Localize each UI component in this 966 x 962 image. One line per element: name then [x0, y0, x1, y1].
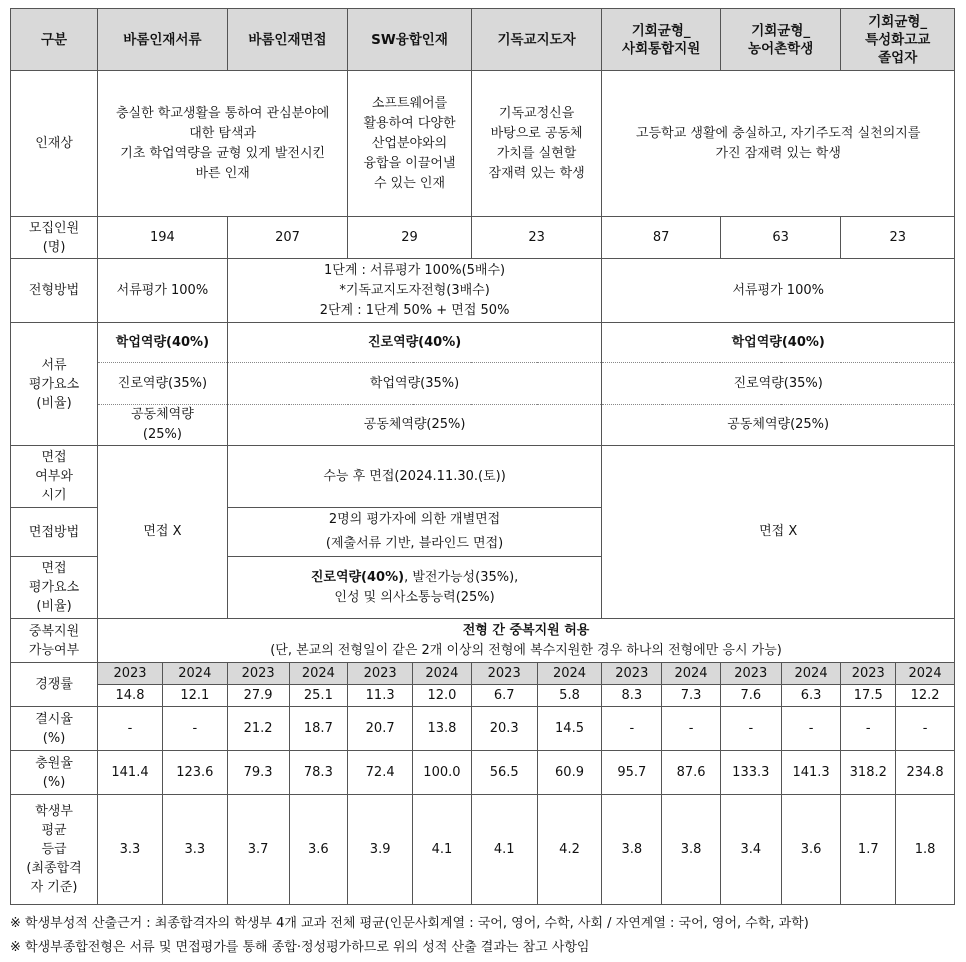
grade-value: 3.4 — [720, 795, 781, 905]
year-cell: 2024 — [662, 663, 721, 685]
interview-none-doc: 면접 X — [98, 446, 228, 619]
competition-value: 11.3 — [348, 685, 413, 707]
fill-value: 141.4 — [98, 751, 163, 795]
recruit-label: 모집인원 (명) — [11, 217, 98, 259]
ideal-opportunity: 고등학교 생활에 충실하고, 자기주도적 실천의지를 가진 잠재력 있는 학생 — [602, 71, 955, 217]
year-cell: 2024 — [781, 663, 841, 685]
absence-value: 21.2 — [227, 707, 289, 751]
absence-value: 20.7 — [348, 707, 413, 751]
competition-value: 12.1 — [162, 685, 227, 707]
grade-value: 3.8 — [602, 795, 662, 905]
absence-row — [11, 707, 955, 751]
method-label: 전형방법 — [11, 259, 98, 323]
ideal-sw: 소프트웨어를 활용하여 다양한 산업분야와의 융합을 이끌어낼 수 있는 인재 — [348, 71, 472, 217]
year-cell: 2023 — [720, 663, 781, 685]
header-row — [11, 9, 955, 71]
doc-eval-mid-r3: 공동체역량(25%) — [227, 405, 602, 446]
fill-label: 충원율 (%) — [11, 751, 98, 795]
interview-none-opp: 면접 X — [602, 446, 955, 619]
grade-value: 3.8 — [662, 795, 721, 905]
grade-value: 1.7 — [841, 795, 896, 905]
fill-value: 234.8 — [896, 751, 955, 795]
header-category: 구분 — [11, 9, 98, 71]
doc-eval-opp-r1: 학업역량(40%) — [602, 323, 955, 363]
year-cell: 2023 — [602, 663, 662, 685]
absence-value: - — [98, 707, 163, 751]
fill-value: 318.2 — [841, 751, 896, 795]
fill-value: 56.5 — [471, 751, 537, 795]
interview-method-value: 2명의 평가자에 의한 개별면접 (제출서류 기반, 블라인드 면접) — [227, 508, 602, 557]
competition-value: 25.1 — [289, 685, 348, 707]
doc-eval-mid-r1: 진로역량(40%) — [227, 323, 602, 363]
recruit-value: 207 — [227, 217, 348, 259]
year-cell: 2024 — [162, 663, 227, 685]
header-opp-vocational: 기회균형_ 특성화고교 졸업자 — [841, 9, 955, 71]
interview-eval-value: 진로역량(40%), 발전가능성(35%), 인성 및 의사소통능력(25%) — [227, 557, 602, 619]
interview-eval-label: 면접 평가요소 (비율) — [11, 557, 98, 619]
fill-value: 60.9 — [537, 751, 602, 795]
fill-value: 123.6 — [162, 751, 227, 795]
header-christian: 기독교지도자 — [471, 9, 602, 71]
header-barom-doc: 바롬인재서류 — [98, 9, 228, 71]
year-cell: 2023 — [98, 663, 163, 685]
ideal-row — [11, 71, 955, 217]
fill-value: 141.3 — [781, 751, 841, 795]
method-row — [11, 259, 955, 323]
header-opp-rural: 기회균형_ 농어촌학생 — [720, 9, 841, 71]
doc-eval-c1-r1: 학업역량(40%) — [98, 323, 228, 363]
grade-row — [11, 795, 955, 905]
competition-value: 7.3 — [662, 685, 721, 707]
absence-value: 20.3 — [471, 707, 537, 751]
method-opportunity: 서류평가 100% — [602, 259, 955, 323]
grade-value: 4.1 — [413, 795, 472, 905]
ideal-christian: 기독교정신을 바탕으로 공동체 가치를 실현할 잠재력 있는 학생 — [471, 71, 602, 217]
absence-value: 14.5 — [537, 707, 602, 751]
header-sw: SW융합인재 — [348, 9, 472, 71]
recruit-row — [11, 217, 955, 259]
year-cell: 2023 — [471, 663, 537, 685]
interview-method-label: 면접방법 — [11, 508, 98, 557]
grade-value: 3.6 — [289, 795, 348, 905]
competition-value: 14.8 — [98, 685, 163, 707]
recruit-value: 194 — [98, 217, 228, 259]
doc-eval-mid-r2: 학업역량(35%) — [227, 363, 602, 405]
competition-value: 7.6 — [720, 685, 781, 707]
year-cell: 2024 — [289, 663, 348, 685]
recruit-value: 63 — [720, 217, 841, 259]
fill-value: 79.3 — [227, 751, 289, 795]
absence-value: - — [162, 707, 227, 751]
doc-eval-row-3 — [11, 405, 955, 446]
absence-value: - — [781, 707, 841, 751]
interview-when-value: 수능 후 면접(2024.11.30.(토)) — [227, 446, 602, 508]
grade-value: 1.8 — [896, 795, 955, 905]
interview-when-label: 면접 여부와 시기 — [11, 446, 98, 508]
doc-eval-opp-r3: 공동체역량(25%) — [602, 405, 955, 446]
grade-value: 3.9 — [348, 795, 413, 905]
competition-row — [11, 685, 955, 707]
footnote-reference: ※ 학생부종합전형은 서류 및 면접평가를 통해 종합·정성평가하므로 위의 성적 산출 결과는 참고 사항임 — [10, 940, 590, 955]
grade-value: 3.3 — [162, 795, 227, 905]
competition-value: 5.8 — [537, 685, 602, 707]
recruit-value: 23 — [471, 217, 602, 259]
fill-row — [11, 751, 955, 795]
grade-label: 학생부 평균 등급 (최종합격 자 기준) — [11, 795, 98, 905]
footnotes — [10, 912, 809, 960]
absence-value: - — [662, 707, 721, 751]
grade-value: 3.7 — [227, 795, 289, 905]
dup-row — [11, 619, 955, 663]
doc-eval-c1-r2: 진로역량(35%) — [98, 363, 228, 405]
absence-label: 결시율 (%) — [11, 707, 98, 751]
absence-value: 13.8 — [413, 707, 472, 751]
competition-value: 27.9 — [227, 685, 289, 707]
dup-value: 전형 간 중복지원 허용 (단, 본교의 전형일이 같은 2개 이상의 전형에 복수지원한 경우 하나의 전형에만 응시 가능) — [98, 619, 955, 663]
year-row — [11, 663, 955, 685]
absence-value: - — [896, 707, 955, 751]
absence-value: 18.7 — [289, 707, 348, 751]
absence-value: - — [720, 707, 781, 751]
year-cell: 2024 — [896, 663, 955, 685]
grade-value: 4.1 — [471, 795, 537, 905]
competition-label: 경쟁률 — [11, 663, 98, 707]
fill-value: 100.0 — [413, 751, 472, 795]
footnote-grade-basis: ※ 학생부성적 산출근거 : 최종합격자의 학생부 4개 교과 전체 평균(인문사회계열 : 국어, 영어, 수학, 사회 / 자연계열 : 국어, 영어, 수학, 과학) — [10, 916, 809, 931]
doc-eval-c1-r3: 공동체역량 (25%) — [98, 405, 228, 446]
year-cell: 2024 — [413, 663, 472, 685]
doc-eval-row-2 — [11, 363, 955, 405]
recruit-value: 23 — [841, 217, 955, 259]
grade-value: 3.6 — [781, 795, 841, 905]
interview-when-row — [11, 446, 955, 508]
fill-value: 72.4 — [348, 751, 413, 795]
doc-eval-label: 서류 평가요소 (비율) — [11, 323, 98, 446]
fill-value: 87.6 — [662, 751, 721, 795]
dup-label: 중복지원 가능여부 — [11, 619, 98, 663]
grade-value: 4.2 — [537, 795, 602, 905]
doc-eval-row-1 — [11, 323, 955, 363]
year-cell: 2023 — [348, 663, 413, 685]
fill-value: 95.7 — [602, 751, 662, 795]
fill-value: 133.3 — [720, 751, 781, 795]
header-opp-social: 기회균형_ 사회통합지원 — [602, 9, 720, 71]
method-doc: 서류평가 100% — [98, 259, 228, 323]
admission-table — [10, 8, 955, 905]
competition-value: 12.0 — [413, 685, 472, 707]
year-cell: 2024 — [537, 663, 602, 685]
competition-value: 8.3 — [602, 685, 662, 707]
recruit-value: 87 — [602, 217, 720, 259]
competition-value: 12.2 — [896, 685, 955, 707]
method-interview: 1단계 : 서류평가 100%(5배수) *기독교지도자전형(3배수) 2단계 : 1단계 50% + 면접 50% — [227, 259, 602, 323]
doc-eval-opp-r2: 진로역량(35%) — [602, 363, 955, 405]
competition-value: 6.3 — [781, 685, 841, 707]
absence-value: - — [602, 707, 662, 751]
fill-value: 78.3 — [289, 751, 348, 795]
grade-value: 3.3 — [98, 795, 163, 905]
year-cell: 2023 — [841, 663, 896, 685]
competition-value: 17.5 — [841, 685, 896, 707]
year-cell: 2023 — [227, 663, 289, 685]
absence-value: - — [841, 707, 896, 751]
ideal-barom: 충실한 학교생활을 통하여 관심분야에 대한 탐색과 기초 학업역량을 균형 있게 발전시킨 바른 인재 — [98, 71, 348, 217]
competition-value: 6.7 — [471, 685, 537, 707]
recruit-value: 29 — [348, 217, 472, 259]
header-barom-interview: 바롬인재면접 — [227, 9, 348, 71]
ideal-label: 인재상 — [11, 71, 98, 217]
